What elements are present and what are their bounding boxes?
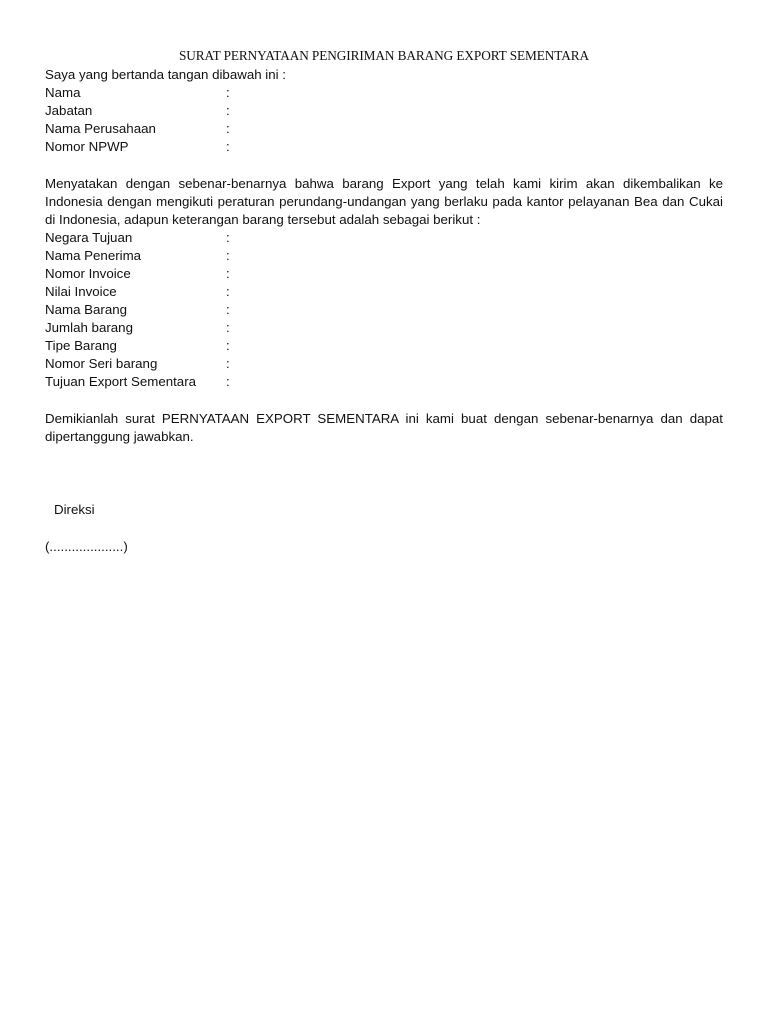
field-colon: : — [226, 85, 230, 100]
field-row-jumlah-barang — [45, 319, 723, 337]
field-row-negara-tujuan — [45, 229, 723, 247]
identity-fields — [45, 84, 723, 156]
field-label: Nomor Invoice — [45, 266, 131, 281]
field-row-nama-barang — [45, 301, 723, 319]
intro-line: Saya yang bertanda tangan dibawah ini : — [45, 67, 286, 82]
field-label: Nomor Seri barang — [45, 356, 158, 371]
field-label: Nilai Invoice — [45, 284, 117, 299]
signature-role: Direksi — [54, 502, 95, 517]
field-label: Negara Tujuan — [45, 230, 133, 245]
field-row-nama-perusahaan — [45, 120, 723, 138]
field-colon: : — [226, 139, 230, 154]
field-colon: : — [226, 356, 230, 371]
field-colon: : — [226, 302, 230, 317]
field-row-nomor-invoice — [45, 265, 723, 283]
field-colon: : — [226, 338, 230, 353]
field-row-tipe-barang — [45, 337, 723, 355]
field-row-nilai-invoice — [45, 283, 723, 301]
field-colon: : — [226, 121, 230, 136]
field-label: Nama Barang — [45, 302, 128, 317]
shipment-fields — [45, 229, 723, 391]
field-label: Tipe Barang — [45, 338, 117, 353]
signature-name-placeholder: (....................) — [45, 539, 128, 554]
field-colon: : — [226, 284, 230, 299]
field-label: Nama Penerima — [45, 248, 142, 263]
field-colon: : — [226, 103, 230, 118]
field-label: Nomor NPWP — [45, 139, 129, 154]
field-colon: : — [226, 230, 230, 245]
field-label: Tujuan Export Sementara — [45, 374, 197, 389]
field-row-nomor-npwp — [45, 138, 723, 156]
document-title: SURAT PERNYATAAN PENGIRIMAN BARANG EXPORT SEMENTARA — [178, 48, 589, 63]
field-row-nama — [45, 84, 723, 102]
field-row-jabatan — [45, 102, 723, 120]
statement-paragraph: Menyatakan dengan sebenar-benarnya bahwa barang Export yang telah kami kirim akan dikembalikan ke Indonesia dengan mengikuti peraturan perundang-undangan yang berlaku pada kantor pelayanan Bea dan Cukai di Indonesia, adapun keterangan barang tersebut adalah sebagai berikut : — [45, 176, 723, 227]
field-label: Jabatan — [45, 103, 93, 118]
field-colon: : — [226, 248, 230, 263]
field-colon: : — [226, 320, 230, 335]
field-row-tujuan-export-sementara — [45, 373, 723, 391]
field-colon: : — [226, 266, 230, 281]
field-label: Nama — [45, 85, 81, 100]
field-label: Jumlah barang — [45, 320, 133, 335]
closing-paragraph: Demikianlah surat PERNYATAAN EXPORT SEMENTARA ini kami buat dengan sebenar-benarnya dan dapat dipertanggung jawabkan. — [45, 411, 723, 444]
field-colon: : — [226, 374, 230, 389]
field-row-nama-penerima — [45, 247, 723, 265]
field-row-nomor-seri-barang — [45, 355, 723, 373]
field-label: Nama Perusahaan — [45, 121, 156, 136]
